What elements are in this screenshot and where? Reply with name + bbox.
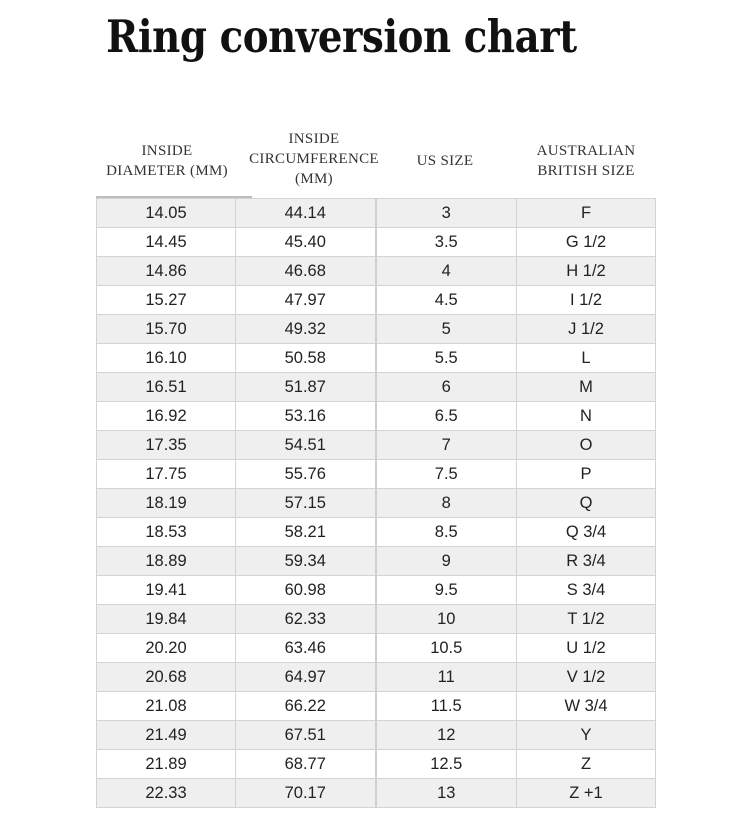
inside-circumference-cell: 44.14 [236, 199, 376, 228]
us-size-cell: 7.5 [376, 460, 517, 489]
us-size-cell: 9.5 [376, 576, 517, 605]
us-size-cell: 5.5 [376, 344, 517, 373]
table-row [97, 692, 656, 721]
us-size-cell: 8.5 [376, 518, 517, 547]
table-row [97, 489, 656, 518]
table-row [97, 373, 656, 402]
inside-diameter-cell: 19.41 [97, 576, 236, 605]
inside-diameter-cell: 14.45 [97, 228, 236, 257]
table-row [97, 518, 656, 547]
inside-diameter-cell: 15.27 [97, 286, 236, 315]
inside-circumference-cell: 62.33 [236, 605, 376, 634]
header-australian-british-size [516, 128, 656, 194]
table-row [97, 286, 656, 315]
table-row [97, 750, 656, 779]
au-uk-size-cell: M [517, 373, 656, 402]
table-row [97, 779, 656, 808]
inside-diameter-cell: 14.86 [97, 257, 236, 286]
inside-diameter-cell: 21.08 [97, 692, 236, 721]
inside-circumference-cell: 49.32 [236, 315, 376, 344]
au-uk-size-cell: Z [517, 750, 656, 779]
header-line: (MM) [295, 171, 333, 187]
table-row [97, 605, 656, 634]
table-row [97, 721, 656, 750]
us-size-cell: 12.5 [376, 750, 517, 779]
au-uk-size-cell: Q [517, 489, 656, 518]
inside-diameter-cell: 17.35 [97, 431, 236, 460]
ring-size-table [96, 198, 656, 808]
table-row [97, 344, 656, 373]
inside-circumference-cell: 59.34 [236, 547, 376, 576]
inside-circumference-cell: 66.22 [236, 692, 376, 721]
table-row [97, 663, 656, 692]
table-row [97, 431, 656, 460]
inside-circumference-cell: 45.40 [236, 228, 376, 257]
inside-circumference-cell: 58.21 [236, 518, 376, 547]
au-uk-size-cell: V 1/2 [517, 663, 656, 692]
inside-circumference-cell: 51.87 [236, 373, 376, 402]
inside-circumference-cell: 63.46 [236, 634, 376, 663]
au-uk-size-cell: N [517, 402, 656, 431]
inside-diameter-cell: 18.53 [97, 518, 236, 547]
table-row [97, 576, 656, 605]
header-line: US SIZE [416, 153, 474, 169]
header-line: INSIDE [141, 143, 193, 159]
header-line: CIRCUMFERENCE [249, 151, 379, 167]
inside-circumference-cell: 57.15 [236, 489, 376, 518]
us-size-cell: 6 [376, 373, 517, 402]
table-row [97, 460, 656, 489]
table-row [97, 257, 656, 286]
table-row [97, 634, 656, 663]
au-uk-size-cell: S 3/4 [517, 576, 656, 605]
inside-diameter-cell: 20.20 [97, 634, 236, 663]
us-size-cell: 3.5 [376, 228, 517, 257]
au-uk-size-cell: T 1/2 [517, 605, 656, 634]
us-size-cell: 9 [376, 547, 517, 576]
page-title: Ring conversion chart [106, 10, 577, 63]
header-inside-diameter [92, 128, 242, 194]
inside-circumference-cell: 55.76 [236, 460, 376, 489]
inside-diameter-cell: 20.68 [97, 663, 236, 692]
inside-diameter-cell: 15.70 [97, 315, 236, 344]
us-size-cell: 10.5 [376, 634, 517, 663]
au-uk-size-cell: W 3/4 [517, 692, 656, 721]
au-uk-size-cell: O [517, 431, 656, 460]
header-inside-circumference [238, 126, 390, 192]
inside-diameter-cell: 18.89 [97, 547, 236, 576]
inside-circumference-cell: 67.51 [236, 721, 376, 750]
us-size-cell: 6.5 [376, 402, 517, 431]
us-size-cell: 4 [376, 257, 517, 286]
us-size-cell: 13 [376, 779, 517, 808]
au-uk-size-cell: R 3/4 [517, 547, 656, 576]
inside-diameter-cell: 16.51 [97, 373, 236, 402]
us-size-cell: 5 [376, 315, 517, 344]
us-size-cell: 11 [376, 663, 517, 692]
inside-diameter-cell: 22.33 [97, 779, 236, 808]
inside-circumference-cell: 64.97 [236, 663, 376, 692]
au-uk-size-cell: J 1/2 [517, 315, 656, 344]
table-row [97, 228, 656, 257]
inside-circumference-cell: 46.68 [236, 257, 376, 286]
au-uk-size-cell: F [517, 199, 656, 228]
inside-diameter-cell: 14.05 [97, 199, 236, 228]
au-uk-size-cell: G 1/2 [517, 228, 656, 257]
au-uk-size-cell: H 1/2 [517, 257, 656, 286]
inside-diameter-cell: 16.10 [97, 344, 236, 373]
us-size-cell: 11.5 [376, 692, 517, 721]
header-line: INSIDE [288, 131, 340, 147]
us-size-cell: 10 [376, 605, 517, 634]
inside-circumference-cell: 50.58 [236, 344, 376, 373]
au-uk-size-cell: Q 3/4 [517, 518, 656, 547]
inside-circumference-cell: 53.16 [236, 402, 376, 431]
table-row [97, 547, 656, 576]
header-us-size [380, 128, 510, 194]
au-uk-size-cell: Z +1 [517, 779, 656, 808]
au-uk-size-cell: P [517, 460, 656, 489]
inside-diameter-cell: 21.49 [97, 721, 236, 750]
table-row [97, 402, 656, 431]
au-uk-size-cell: L [517, 344, 656, 373]
inside-circumference-cell: 68.77 [236, 750, 376, 779]
table-row [97, 199, 656, 228]
table-row [97, 315, 656, 344]
us-size-cell: 8 [376, 489, 517, 518]
au-uk-size-cell: U 1/2 [517, 634, 656, 663]
inside-circumference-cell: 54.51 [236, 431, 376, 460]
inside-circumference-cell: 60.98 [236, 576, 376, 605]
us-size-cell: 12 [376, 721, 517, 750]
inside-circumference-cell: 70.17 [236, 779, 376, 808]
inside-diameter-cell: 19.84 [97, 605, 236, 634]
us-size-cell: 7 [376, 431, 517, 460]
header-line: DIAMETER (MM) [106, 163, 228, 179]
header-line: AUSTRALIAN [536, 143, 636, 159]
inside-diameter-cell: 18.19 [97, 489, 236, 518]
au-uk-size-cell: Y [517, 721, 656, 750]
inside-diameter-cell: 16.92 [97, 402, 236, 431]
us-size-cell: 3 [376, 199, 517, 228]
inside-diameter-cell: 21.89 [97, 750, 236, 779]
header-line: BRITISH SIZE [537, 163, 635, 179]
inside-diameter-cell: 17.75 [97, 460, 236, 489]
inside-circumference-cell: 47.97 [236, 286, 376, 315]
us-size-cell: 4.5 [376, 286, 517, 315]
au-uk-size-cell: I 1/2 [517, 286, 656, 315]
